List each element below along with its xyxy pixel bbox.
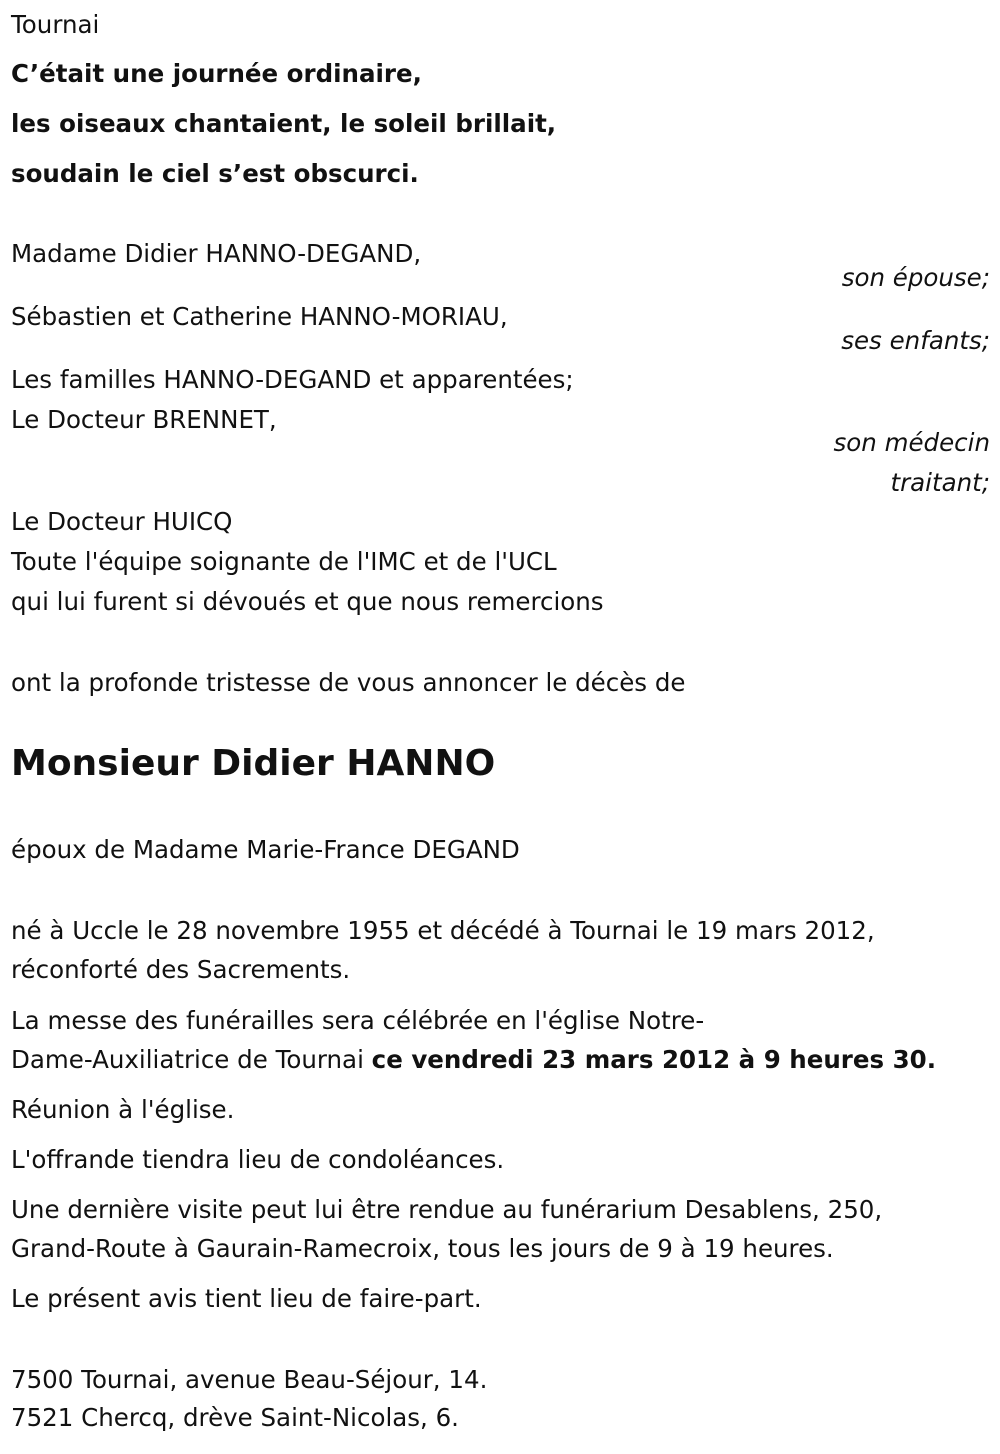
thanks-line: Le Docteur HUICQ <box>11 507 233 536</box>
mass-line: La messe des funérailles sera célébrée en l'église Notre- <box>11 1006 705 1035</box>
deceased-name: Monsieur Didier HANNO <box>11 743 496 784</box>
family-relation: traitant; <box>890 468 990 497</box>
offering: L'offrande tiendra lieu de condoléances. <box>11 1145 505 1174</box>
spouse-line: époux de Madame Marie-France DEGAND <box>11 835 520 864</box>
place: Tournai <box>11 10 100 39</box>
thanks-line: Toute l'équipe soignante de l'IMC et de l'UCL <box>11 547 557 576</box>
family-name: Le Docteur BRENNET, <box>11 405 277 434</box>
mass-line <box>11 1045 936 1075</box>
birth-line: né à Uccle le 28 novembre 1955 et décédé à Tournai le 19 mars 2012, <box>11 916 875 945</box>
announcement: ont la profonde tristesse de vous annoncer le décès de <box>11 668 686 697</box>
family-relation: ses enfants; <box>841 326 990 355</box>
poem-line: soudain le ciel s’est obscurci. <box>11 159 419 188</box>
poem-line: C’était une journée ordinaire, <box>11 59 422 88</box>
address: 7500 Tournai, avenue Beau-Séjour, 14. <box>11 1365 488 1394</box>
birth-line: réconforté des Sacrements. <box>11 955 351 984</box>
family-name: Madame Didier HANNO-DEGAND, <box>11 239 422 268</box>
visit-line: Une dernière visite peut lui être rendue au funérarium Desablens, 250, <box>11 1195 883 1224</box>
thanks-line: qui lui furent si dévoués et que nous remercions <box>11 587 604 616</box>
family-name: Sébastien et Catherine HANNO-MORIAU, <box>11 302 508 331</box>
family-relation: son médecin <box>833 428 990 457</box>
family-relation: son épouse; <box>841 263 990 292</box>
meeting: Réunion à l'église. <box>11 1095 235 1124</box>
poem-line: les oiseaux chantaient, le soleil brillait, <box>11 109 557 138</box>
notice: Le présent avis tient lieu de faire-part. <box>11 1284 482 1313</box>
visit-line: Grand-Route à Gaurain-Ramecroix, tous les jours de 9 à 19 heures. <box>11 1234 834 1263</box>
address: 7521 Chercq, drève Saint-Nicolas, 6. <box>11 1403 459 1432</box>
mass-place: Dame-Auxiliatrice de Tournai <box>11 1045 372 1074</box>
family-name: Les familles HANNO-DEGAND et apparentées; <box>11 365 574 394</box>
mass-date: ce vendredi 23 mars 2012 à 9 heures 30. <box>371 1045 937 1074</box>
